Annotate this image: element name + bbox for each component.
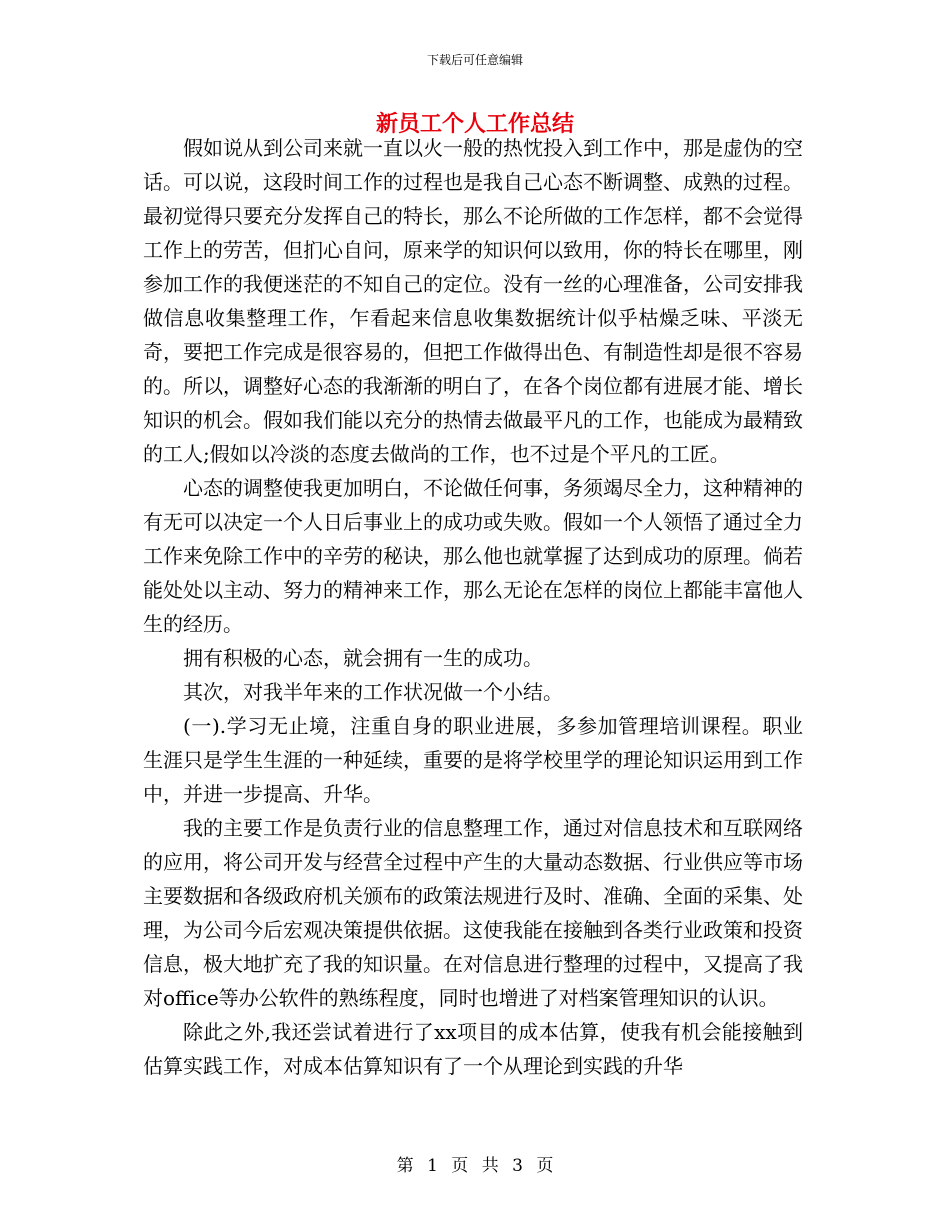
paragraph-1: 假如说从到公司来就一直以火一般的热忱投入到工作中，那是虚伪的空话。可以说，这段时间工作的过程也是我自己心态不断调整、成熟的过程。最初觉得只要充分发挥自己的特长，那么不论所做的工作怎样，都不会觉得工作上的劳苦，但扪心自问，原来学的知识何以致用，你的特长在哪里，刚参加工作的我便迷茫的不知自己的定位。没有一丝的心理准备，公司安排我做信息收集整理工作，乍看起来信息收集数据统计似乎枯燥乏味、平淡无奇，要把工作完成是很容易的，但把工作做得出色、有制造性却是很不容易的。所以，调整好心态的我渐渐的明白了，在各个岗位都有进展才能、增长知识的机会。假如我们能以充分的热情去做最平凡的工作，也能成为最精致的工人;假如以冷淡的态度去做尚的工作，也不过是个平凡的工匠。: [143, 136, 803, 466]
footer-label-di: 第: [396, 1156, 414, 1176]
footer-total-pages: 3: [512, 1156, 523, 1176]
footer-label-ye2: 页: [536, 1156, 554, 1176]
paragraph-2: 心态的调整使我更加明白，不论做任何事，务须竭尽全力，这种精神的有无可以决定一个人日后事业上的成功或失败。假如一个人领悟了通过全力工作来免除工作中的辛劳的秘诀，那么他也就掌握了达到成功的原理。倘若能处处以主动、努力的精神来工作，那么无论在怎样的岗位上都能丰富他人生的经历。: [143, 476, 803, 636]
paragraph-3: 拥有积极的心态，就会拥有一生的成功。: [183, 646, 543, 670]
paragraph-6: 我的主要工作是负责行业的信息整理工作，通过对信息技术和互联网络的应用，将公司开发与经营全过程中产生的大量动态数据、行业供应等市场主要数据和各级政府机关颁布的政策法规进行及时、准确、全面的采集、处理，为公司今后宏观决策提供依据。这使我能在接触到各类行业政策和投资信息，极大地扩充了我的知识量。在对信息进行整理的过程中，又提高了我对office等办公软件的熟练程度，同时也增进了对档案管理知识的认识。: [143, 816, 803, 1010]
document-body: [143, 131, 803, 1083]
footer-label-gong: 共: [481, 1156, 499, 1176]
footer-current-page: 1: [427, 1156, 438, 1176]
page-header-note: 下载后可任意编辑: [426, 53, 523, 67]
paragraph-4: 其次，对我半年来的工作状况做一个小结。: [183, 680, 563, 704]
document-title: 新员工个人工作总结: [375, 112, 574, 137]
footer-label-ye: 页: [451, 1156, 469, 1176]
paragraph-7: 除此之外,我还尝试着进行了xx项目的成本估算，使我有机会能接触到估算实践工作，对成本估算知识有了一个从理论到实践的升华: [143, 1020, 803, 1078]
paragraph-5: (一).学习无止境，注重自身的职业进展，多参加管理培训课程。职业生涯只是学生生涯的一种延续，重要的是将学校里学的理论知识运用到工作中，并进一步提高、升华。: [143, 714, 803, 806]
page-footer: [0, 1154, 950, 1178]
